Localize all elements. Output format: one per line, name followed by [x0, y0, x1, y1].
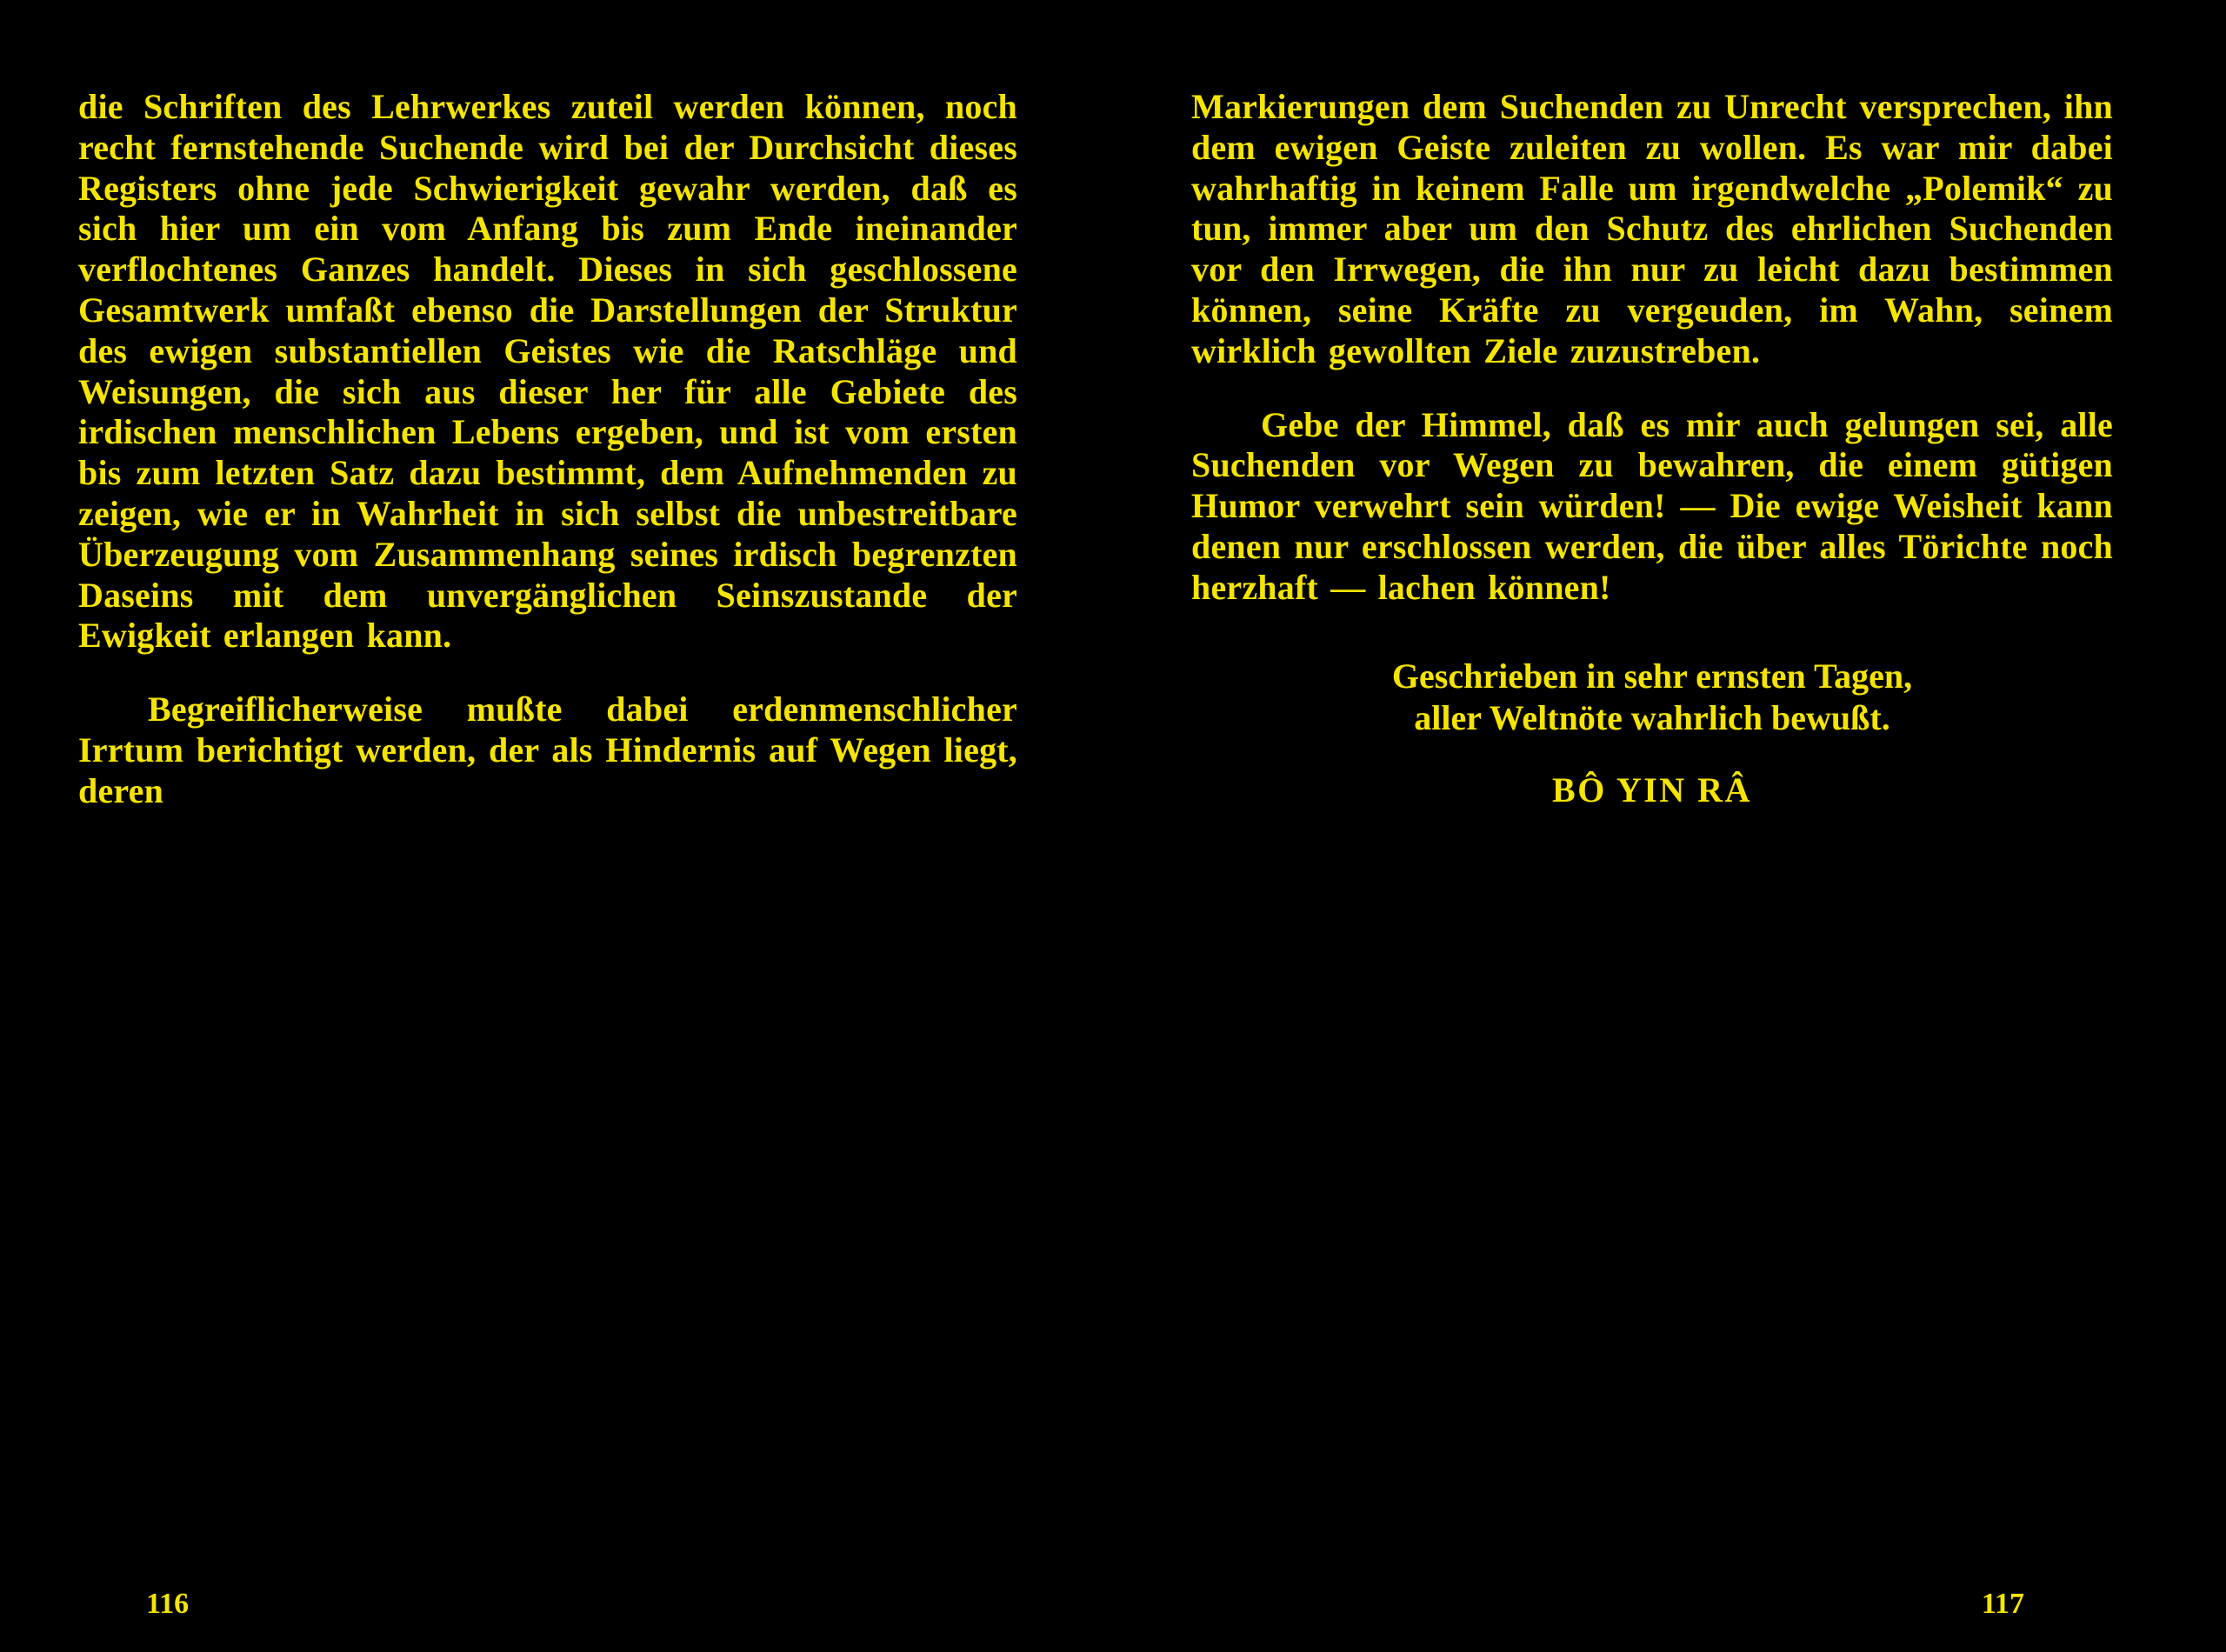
page-number-right: 117: [1981, 1588, 2024, 1620]
paragraph: Gebe der Himmel, daß es mir auch gelungen sei, alle Suchenden vor Wegen zu bewahren, die einem gütigen Humor verwehrt sein würden! — Die ewige Weisheit kann denen nur erschlossen werden, die über alles Törichte noch herzhaft — lachen können!: [1191, 404, 2113, 607]
closing-block: [1191, 656, 2113, 741]
closing-line: aller Weltnöte wahrlich bewußt.: [1414, 698, 1890, 738]
page-number-left: 116: [146, 1588, 190, 1620]
paragraph: Markierungen dem Suchenden zu Unrecht versprechen, ihn dem ewigen Geiste zuleiten zu wollen. Es war mir dabei wahrhaftig in keinem Falle um irgendwelche „Polemik“ zu tun, immer aber um den Schutz des ehrlichen Suchenden vor den Irrwegen, die ihn nur zu leicht dazu bestimmen können, seine Kräfte zu vergeuden, im Wahn, seinem wirklich gewollten Ziele zuzustreben.: [1191, 87, 2113, 370]
author-signature: BÔ YIN RÂ: [1552, 770, 1752, 810]
closing-line: Geschrieben in sehr ernsten Tagen,: [1391, 656, 1913, 696]
paragraph: Begreiflicherweise mußte dabei erdenmenschlicher Irrtum berichtigt werden, der als Hindernis auf Wegen liegt, deren: [78, 689, 1017, 810]
page-left: [70, 87, 1017, 1652]
page-right: [1165, 87, 2113, 1652]
paragraph: die Schriften des Lehrwerkes zuteil werden können, noch recht fernstehende Suchende wird bei der Durchsicht dieses Registers ohne jede Schwierigkeit gewahr werden, daß es sich hier um ein vom Anfang bis zum Ende ineinander verflochtenes Ganzes handelt. Dieses in sich geschlossene Gesamtwerk umfaßt ebenso die Darstellungen der Struktur des ewigen substantiellen Geistes wie die Ratschläge und Weisungen, die sich aus dieser her für alle Gebiete des irdischen menschlichen Lebens ergeben, und ist vom ersten bis zum letzten Satz dazu bestimmt, dem Aufnehmenden zu zeigen, wie er in Wahrheit in sich selbst die unbestreitbare Überzeugung vom Zusammenhang seines irdisch begrenzten Daseins mit dem unvergänglichen Seinszustande der Ewigkeit erlangen kann.: [78, 87, 1017, 656]
